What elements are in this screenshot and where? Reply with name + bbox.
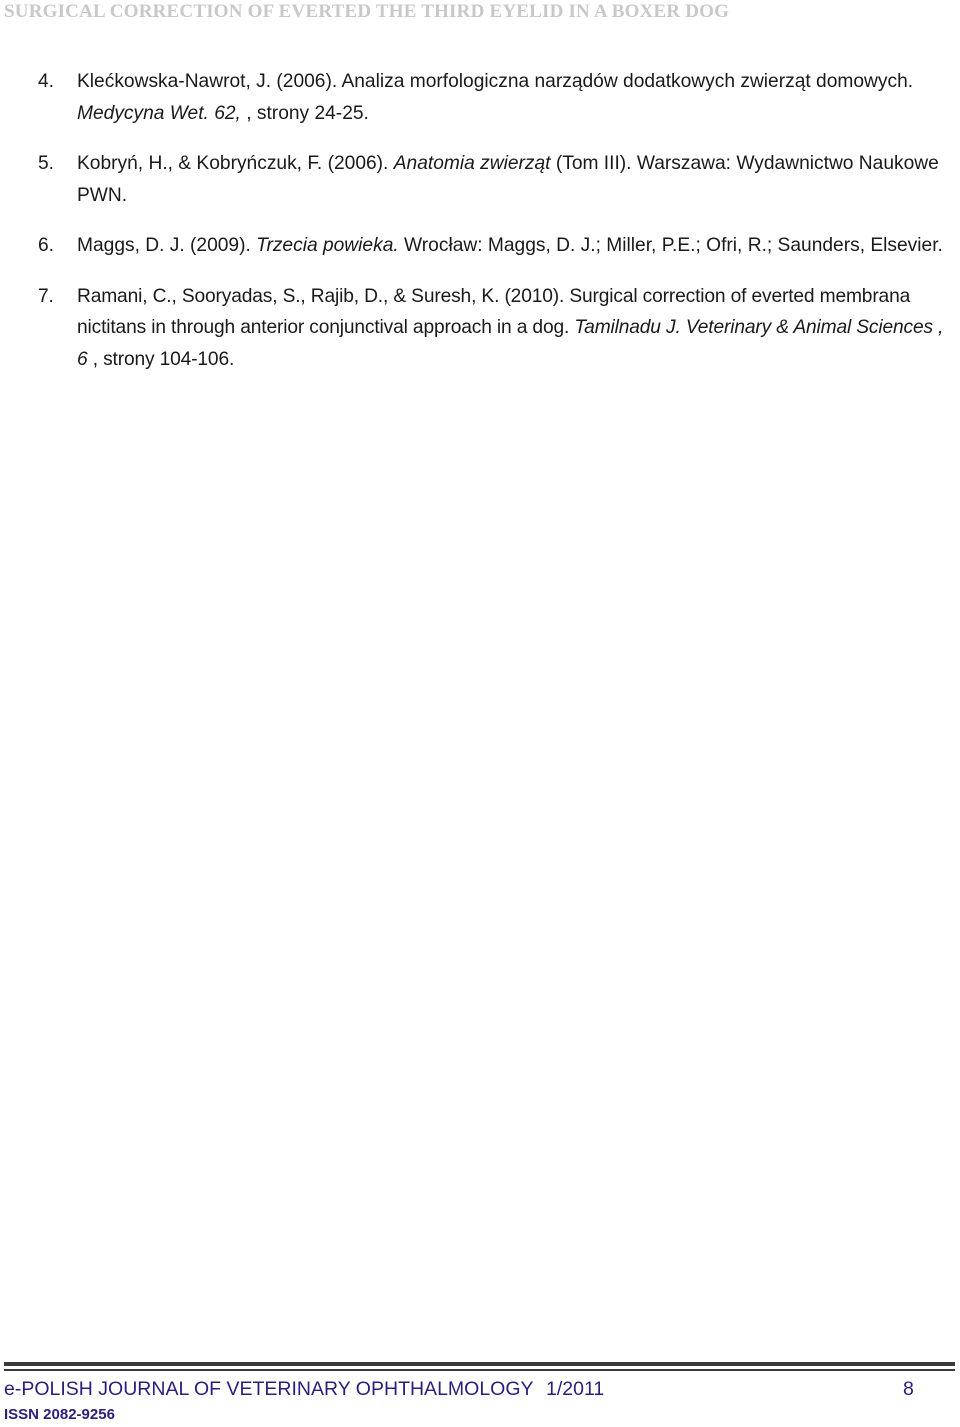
footer-issue: 1/2011 xyxy=(546,1378,605,1400)
reference-number: 6. xyxy=(38,235,55,256)
reference-item xyxy=(38,66,953,129)
reference-author-title: Ramani, C., Sooryadas, S., Rajib, D., & Suresh, K. (2010). Surgical correction of everted membrana nictitans in through anterior conjunctival approach in a dog. xyxy=(77,285,911,338)
reference-journal: Tamilnadu J. Veterinary & Animal Sciences , 6 xyxy=(77,317,944,370)
reference-list xyxy=(38,66,953,394)
reference-text xyxy=(77,230,953,262)
reference-text xyxy=(77,281,953,376)
reference-authors: Kobryń, H., & Kobryńczuk, F. (2006). xyxy=(77,153,394,174)
footer-rule-thin xyxy=(4,1369,955,1371)
reference-pages: , strony 104-106. xyxy=(87,348,235,370)
reference-number: 4. xyxy=(38,71,55,92)
reference-item xyxy=(38,281,953,376)
running-header xyxy=(4,1,944,23)
reference-publisher: Wrocław: Maggs, D. J.; Miller, P.E.; Ofri, R.; Saunders, Elsevier. xyxy=(398,235,943,256)
reference-authors: Maggs, D. J. (2009). xyxy=(77,235,257,256)
reference-item xyxy=(38,230,953,262)
running-title: SURGICAL CORRECTION OF EVERTED THE THIRD EYELID IN A BOXER DOG xyxy=(4,1,730,22)
reference-chapter-title: Trzecia powieka. xyxy=(256,235,399,256)
footer-journal-name: e-POLISH JOURNAL OF VETERINARY OPHTHALMOLOGY xyxy=(4,1378,534,1400)
reference-publisher: (Tom III). Warszawa: Wydawnictwo Naukowe PWN. xyxy=(77,153,939,206)
reference-text xyxy=(77,148,953,211)
reference-number: 7. xyxy=(38,285,54,307)
footer-page-number: 8 xyxy=(903,1378,914,1400)
reference-journal: Medycyna Wet. 62, xyxy=(77,102,241,124)
reference-book-title: Anatomia zwierząt xyxy=(393,153,551,174)
reference-number: 5. xyxy=(38,153,55,174)
reference-author-title: Klećkowska-Nawrot, J. (2006). Analiza morfologiczna narządów dodatkowych zwierząt domowych. xyxy=(77,71,914,92)
reference-item xyxy=(38,148,953,211)
footer-issn: ISSN 2082-9256 xyxy=(4,1406,115,1423)
reference-pages: , strony 24-25. xyxy=(240,102,369,124)
reference-text xyxy=(77,66,953,129)
footer-rule-thick xyxy=(4,1362,955,1366)
